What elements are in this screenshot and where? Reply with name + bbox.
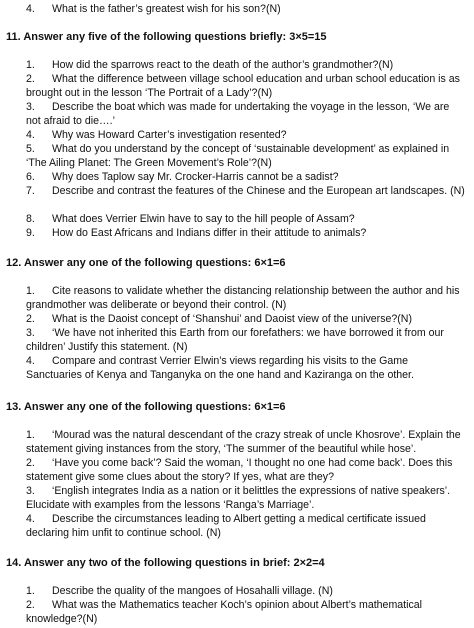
section-heading: 13. Answer any one of the following questions: 6×1=6 (6, 401, 286, 413)
question-number: 4. (26, 355, 35, 367)
question-text: What was the Mathematics teacher Koch’s opinion about Albert’s mathematical knowledge?(N) (26, 599, 422, 625)
question-text: What is the Daoist concept of ‘Shanshui’ and Daoist view of the universe?(N) (52, 313, 412, 325)
question-number: 2. (26, 313, 35, 325)
question-text: ‘English integrates India as a nation or it belittles the expressions of native speakers’. Elucidate with examples from the lessons ‘Ranga’s Marriage’. (26, 485, 451, 511)
question-number: 4. (26, 513, 35, 525)
question-item (26, 58, 466, 72)
section-heading: 14. Answer any two of the following questions in brief: 2×2=4 (6, 557, 325, 569)
question-item (26, 584, 466, 598)
question-number: 3. (26, 327, 35, 339)
question-text: Describe the boat which was made for undertaking the voyage in the lesson, ‘We are not afraid to die….’ (26, 101, 450, 127)
question-item (26, 226, 466, 240)
question-text: ‘Mourad was the natural descendant of the crazy streak of uncle Khosrove’. Explain the statement giving instances from the story, ‘The summer of the beautiful while hose’. (26, 429, 461, 455)
question-number: 2. (26, 457, 35, 469)
question-text: Compare and contrast Verrier Elwin’s views regarding his visits to the Game Sanctuaries of Kenya and Tanganyka on the one hand and Kaziranga on the other. (26, 355, 414, 381)
question-text: Describe and contrast the features of the Chinese and the European art landscapes. (N) (52, 185, 465, 197)
question-item (26, 484, 466, 512)
question-item (26, 212, 466, 226)
question-number: 5. (26, 143, 35, 155)
question-number: 1. (26, 59, 35, 71)
question-item (26, 100, 466, 128)
question-item (26, 184, 466, 198)
question-number: 4. (26, 3, 35, 15)
question-text: Why does Taplow say Mr. Crocker-Harris cannot be a sadist? (52, 171, 339, 183)
question-text: Why was Howard Carter’s investigation resented? (52, 129, 287, 141)
question-text: What is the father’s greatest wish for his son?(N) (52, 3, 281, 15)
section-heading: 12. Answer any one of the following questions: 6×1=6 (6, 257, 286, 269)
question-number: 7. (26, 185, 35, 197)
question-number: 2. (26, 599, 35, 611)
question-text: Describe the circumstances leading to Albert getting a medical certificate issued declaring him unfit to continue school. (N) (26, 513, 426, 539)
question-number: 1. (26, 585, 35, 597)
question-item (26, 428, 466, 456)
question-item (26, 512, 466, 540)
question-item (26, 456, 466, 484)
question-item (26, 598, 466, 626)
question-number: 4. (26, 129, 35, 141)
question-text: What do you understand by the concept of ‘sustainable development’ as explained in ‘The Ailing Planet: The Green Movement’s Role’?(N) (26, 143, 450, 169)
question-text: What does Verrier Elwin have to say to the hill people of Assam? (52, 213, 355, 225)
question-number: 3. (26, 485, 35, 497)
question-text: ‘We have not inherited this Earth from our forefathers: we have borrowed it from our children’ Justify this statement. (N) (26, 327, 444, 353)
question-number: 1. (26, 285, 35, 297)
question-number: 2. (26, 73, 35, 85)
question-number: 6. (26, 171, 35, 183)
question-text: ‘Have you come back’? Said the woman, ‘I thought no one had come back’. Does this statement give some clues about the story? If yes, what are they? (26, 457, 453, 483)
question-item (26, 2, 466, 16)
question-text: Describe the quality of the mangoes of Hosahalli village. (N) (52, 585, 333, 597)
question-item (26, 326, 466, 354)
section-heading: 11. Answer any five of the following questions briefly: 3×5=15 (6, 31, 327, 43)
question-number: 3. (26, 101, 35, 113)
question-item (26, 72, 466, 100)
question-text: What the difference between village school education and urban school education is as brought out in the lesson ‘The Portrait of a Lady’?(N) (26, 73, 460, 99)
question-text: How did the sparrows react to the death of the author’s grandmother?(N) (52, 59, 394, 71)
question-item (26, 284, 466, 312)
question-number: 1. (26, 429, 35, 441)
question-item (26, 312, 466, 326)
question-text: Cite reasons to validate whether the distancing relationship between the author and his grandmother was deliberate or beyond their control. (N) (26, 285, 460, 311)
question-item (26, 142, 466, 170)
question-number: 8. (26, 213, 35, 225)
question-text: How do East Africans and Indians differ in their attitude to animals? (52, 227, 367, 239)
question-item (26, 354, 466, 382)
question-item (26, 128, 466, 142)
question-number: 9. (26, 227, 35, 239)
question-item (26, 170, 466, 184)
